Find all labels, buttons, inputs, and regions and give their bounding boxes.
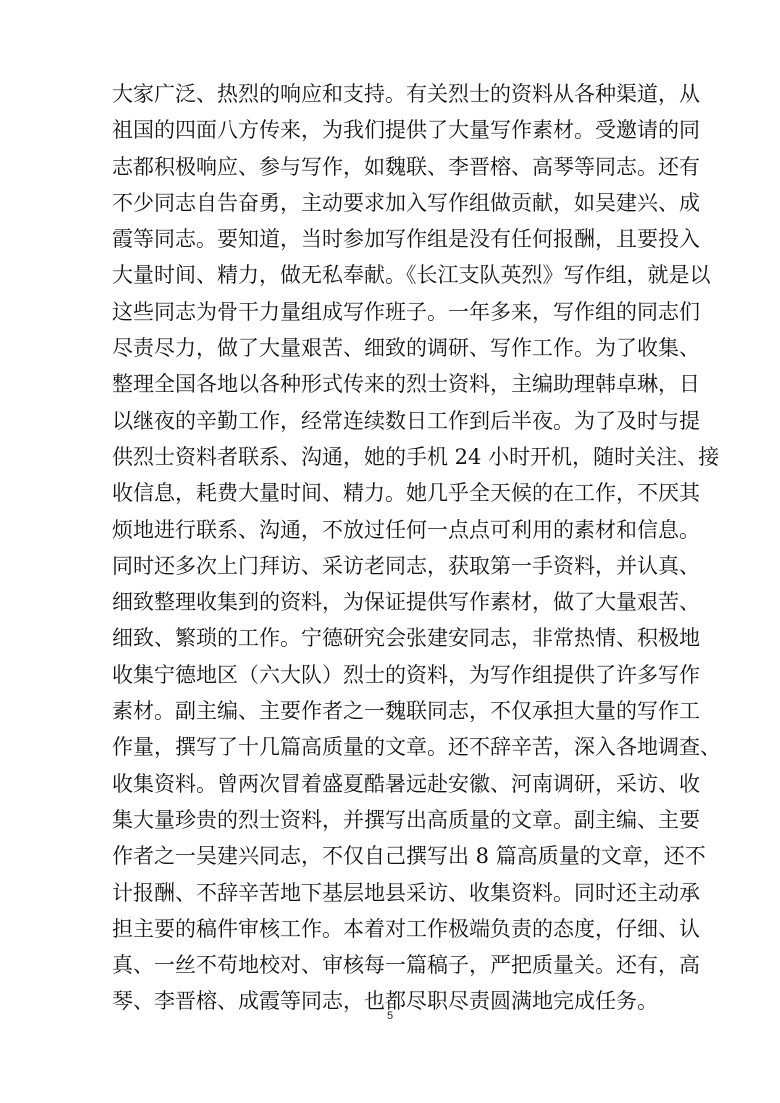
text-line: 琴、李晋榕、成霞等同志，也都尽职尽责圆满地完成任务。: [112, 989, 658, 1014]
text-line: 细致整理收集到的资料，为保证提供写作素材，做了大量艰苦、: [112, 590, 700, 615]
text-line: 担主要的稿件审核工作。本着对工作极端负责的态度，仔细、认: [112, 916, 700, 941]
text-line: 集大量珍贵的烈士资料，并撰写出高质量的文章。副主编、主要: [112, 807, 700, 832]
text-line: 大量时间、精力，做无私奉献。《长江支队英烈》写作组，就是以: [112, 263, 711, 288]
text-line: 烦地进行联系、沟通，不放过任何一点点可利用的素材和信息。: [112, 517, 700, 542]
text-line: 不少同志自告奋勇，主动要求加入写作组做贡献，如吴建兴、成: [112, 190, 700, 215]
text-line: 这些同志为骨干力量组成写作班子。一年多来，写作组的同志们: [112, 299, 700, 324]
text-line: 素材。副主编、主要作者之一魏联同志，不仅承担大量的写作工: [112, 699, 700, 724]
text-line: 祖国的四面八方传来，为我们提供了大量写作素材。受邀请的同: [112, 118, 700, 143]
text-line: 收集宁德地区（六大队）烈士的资料，为写作组提供了许多写作: [112, 662, 700, 687]
text-line: 尽责尽力，做了大量艰苦、细致的调研、写作工作。为了收集、: [112, 336, 700, 361]
page-number: 5: [386, 1010, 394, 1022]
text-line: 大家广泛、热烈的响应和支持。有关烈士的资料从各种渠道，从: [112, 82, 700, 106]
text-line: 以继夜的辛勤工作，经常连续数日工作到后半夜。为了及时与提: [112, 408, 700, 433]
text-line: 收信息，耗费大量时间、精力。她几乎全天候的在工作，不厌其: [112, 481, 700, 506]
text-line: 志都积极响应、参与写作，如魏联、李晋榕、高琴等同志。还有: [112, 154, 700, 179]
text-line: 作量，撰写了十几篇高质量的文章。还不辞辛苦，深入各地调查、: [112, 735, 721, 760]
text-line: 同时还多次上门拜访、采访老同志，获取第一手资料，并认真、: [112, 553, 700, 578]
text-line: 真、一丝不苟地校对、审核每一篇稿子，严把质量关。还有，高: [112, 953, 700, 978]
text-line: 收集资料。曾两次冒着盛夏酷暑远赴安徽、河南调研，采访、收: [112, 771, 700, 796]
text-line: 供烈士资料者联系、沟通，她的手机 24 小时开机，随时关注、接: [112, 444, 720, 469]
text-line: 计报酬、不辞辛苦地下基层地县采访、收集资料。同时还主动承: [112, 880, 700, 905]
text-line: 整理全国各地以各种形式传来的烈士资料，主编助理韩卓琳，日: [112, 372, 700, 397]
text-line: 霞等同志。要知道，当时参加写作组是没有任何报酬，且要投入: [112, 227, 700, 252]
text-line: 细致、繁琐的工作。宁德研究会张建安同志，非常热情、积极地: [112, 626, 700, 651]
body-paragraph: [112, 76, 721, 1020]
text-line: 作者之一吴建兴同志，不仅自己撰写出 8 篇高质量的文章，还不: [112, 844, 706, 869]
